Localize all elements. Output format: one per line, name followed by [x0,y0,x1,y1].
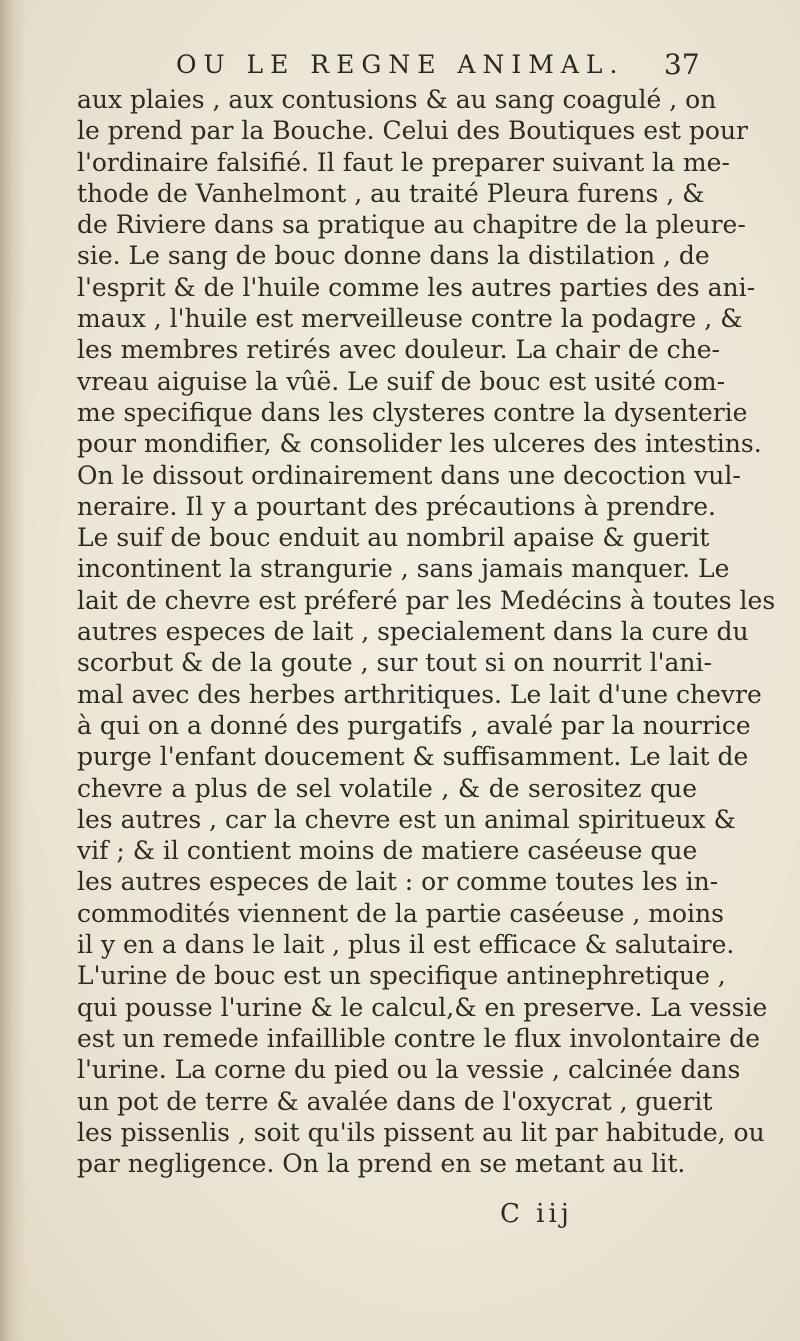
text-line: l'ordinaire falsifié. Il faut le preparer suivant la me- [77,147,730,177]
text-line: les autres especes de lait : or comme toutes les in- [77,867,719,897]
text-line: aux plaies , aux contusions & au sang coagulé , on [77,85,717,114]
text-line: chevre a plus de sel volatile , & de serositez que [77,773,697,803]
text-line: à qui on a donné des purgatifs , avalé par la nourrice [77,710,751,740]
text-line: vreau aiguise la vûë. Le suif de bouc est usité com- [77,366,726,396]
text-line: incontinent la strangurie , sans jamais manquer. Le [77,554,730,584]
text-line: On le dissout ordinairement dans une decoction vul- [77,460,741,490]
text-line: autres especes de lait , specialement dans la cure du [77,617,749,647]
text-line: mal avec des herbes arthritiques. Le lait d'une chevre [77,679,762,709]
text-line: est un remede infaillible contre le flux involontaire de [77,1023,761,1053]
text-line: pour mondifier, & consolider les ulceres des intestins. [77,429,762,459]
text-line: L'urine de bouc est un specifique antinephretique , [77,961,726,991]
text-line: thode de Vanhelmont , au traité Pleura furens , & [77,178,705,208]
text-line: neraire. Il y a pourtant des précautions à prendre. [77,491,716,521]
text-line: maux , l'huile est merveilleuse contre la podagre , & [77,304,743,334]
running-title: OU LE REGNE ANIMAL. [176,50,625,79]
text-line: l'esprit & de l'huile comme les autres parties des ani- [77,272,756,302]
text-line: l'urine. La corne du pied ou la vessie , calcinée dans [77,1055,741,1085]
signature-mark: C iij [500,1199,573,1229]
text-line: lait de chevre est préferé par les Medécins à toutes les [77,585,776,615]
text-line: les pissenlis , soit qu'ils pissent au lit par habitude, ou [77,1117,765,1147]
text-line: purge l'enfant doucement & suffisamment. Le lait de [77,742,749,772]
body-text [77,84,776,1179]
text-line: Le suif de bouc enduit au nombril apaise & guerit [77,523,710,553]
text-line: vif ; & il contient moins de matiere caséeuse que [77,836,698,866]
text-line: par negligence. On la prend en se metant au lit. [77,1149,686,1179]
text-line: un pot de terre & avalée dans de l'oxycrat , guerit [77,1086,713,1116]
text-line: de Riviere dans sa pratique au chapitre de la pleure- [77,210,746,240]
running-head [176,46,716,86]
text-line: les membres retirés avec douleur. La chair de che- [77,335,720,365]
text-line: scorbut & de la goute , sur tout si on nourrit l'ani- [77,648,712,678]
text-line: me specifique dans les clysteres contre la dysenterie [77,397,748,427]
text-line: commodités viennent de la partie caséeuse , moins [77,898,724,928]
text-line: les autres , car la chevre est un animal spiritueux & [77,804,736,834]
text-line: le prend par la Bouche. Celui des Boutiques est pour [77,116,749,146]
binding-shadow [0,0,26,1341]
page-number: 37 [664,48,700,81]
text-line: il y en a dans le lait , plus il est efficace & salutaire. [77,930,735,960]
text-line: qui pousse l'urine & le calcul,& en preserve. La vessie [77,992,768,1022]
text-line: sie. Le sang de bouc donne dans la distilation , de [77,241,710,271]
